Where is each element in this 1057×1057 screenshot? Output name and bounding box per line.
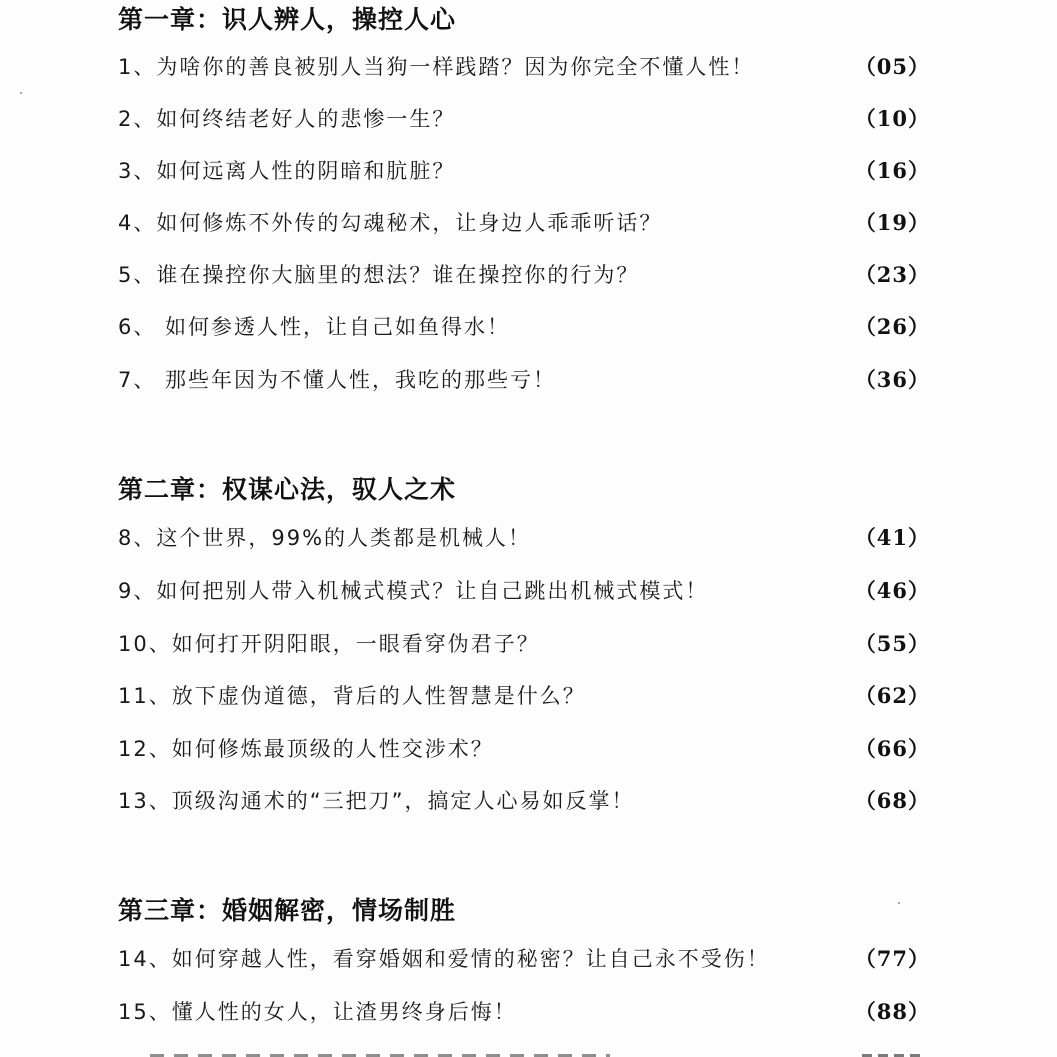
toc-entry-text: 15、懂人性的女人，让渣男终身后悔！: [118, 1000, 517, 1024]
toc-entry: [118, 521, 930, 555]
toc-entry-page: （10）: [854, 106, 930, 131]
toc-entry-text: 13、顶级沟通术的“三把刀”，搞定人心易如反掌！: [118, 789, 635, 813]
toc-entry: [118, 206, 930, 240]
toc-entry-page: （66）: [854, 736, 930, 761]
toc-entry: [118, 154, 930, 188]
chapter-3-title: 第三章：婚姻解密，情场制胜: [118, 896, 457, 925]
toc-entry-page: （19）: [854, 210, 930, 235]
toc-entry: [118, 784, 930, 818]
toc-entry: [118, 310, 930, 344]
toc-entry-page: （62）: [854, 683, 930, 708]
toc-entry-page: （77）: [854, 946, 930, 971]
toc-entry: [118, 363, 930, 397]
toc-entry-page: （88）: [854, 999, 930, 1024]
toc-entry: [118, 102, 930, 136]
toc-entry-text: 1、为啥你的善良被别人当狗一样践踏？因为你完全不懂人性！: [118, 55, 755, 79]
toc-entry-text: 2、如何终结老好人的悲惨一生？: [118, 107, 456, 131]
toc-entry-page: （68）: [854, 788, 930, 813]
toc-entry-page: （26）: [854, 314, 930, 339]
toc-entry-text: 6、 如何参透人性，让自己如鱼得水！: [118, 315, 511, 339]
toc-entry-page: （41）: [854, 525, 930, 550]
toc-entry-page: （23）: [854, 262, 930, 287]
toc-entry-page: （36）: [854, 367, 930, 392]
toc-entry-page: （55）: [854, 631, 930, 656]
toc-entry: [118, 995, 930, 1029]
toc-entry-text: 9、如何把别人带入机械式模式？让自己跳出机械式模式！: [118, 579, 709, 603]
toc-entry-text: 11、放下虚伪道德，背后的人性智慧是什么？: [118, 684, 586, 708]
scan-speck: [20, 92, 22, 94]
toc-entry-text: 5、谁在操控你大脑里的想法？谁在操控你的行为？: [118, 263, 640, 287]
toc-entry: [118, 942, 930, 976]
toc-entry: [118, 679, 930, 713]
toc-entry-text: 3、如何远离人性的阴暗和肮脏？: [118, 159, 456, 183]
toc-entry: [118, 258, 930, 292]
toc-entry: [118, 574, 930, 608]
toc-entry-text: 10、如何打开阴阳眼，一眼看穿伪君子？: [118, 632, 540, 656]
toc-entry-text: 4、如何修炼不外传的勾魂秘术，让身边人乖乖听话？: [118, 211, 663, 235]
toc-entry-page: （46）: [854, 578, 930, 603]
chapter-1-title: 第一章：识人辨人，操控人心: [118, 5, 457, 34]
toc-entry-text: 8、这个世界，99%的人类都是机械人！: [118, 526, 532, 550]
toc-entry-text: 14、如何穿越人性，看穿婚姻和爱情的秘密？让自己永不受伤！: [118, 947, 770, 971]
toc-entry-page: （05）: [854, 54, 930, 79]
toc-entry-page: （16）: [854, 158, 930, 183]
toc-entry: [118, 50, 930, 84]
toc-entry-text: 12、如何修炼最顶级的人性交涉术？: [118, 737, 494, 761]
toc-entry: [118, 732, 930, 766]
cut-off-page-fragment: [862, 1052, 922, 1057]
toc-entry: [118, 627, 930, 661]
cut-off-line-fragment: [150, 1050, 610, 1057]
chapter-2-title: 第二章：权谋心法，驭人之术: [118, 475, 457, 504]
scan-speck: [898, 902, 900, 904]
toc-entry-text: 7、 那些年因为不懂人性，我吃的那些亏！: [118, 368, 557, 392]
